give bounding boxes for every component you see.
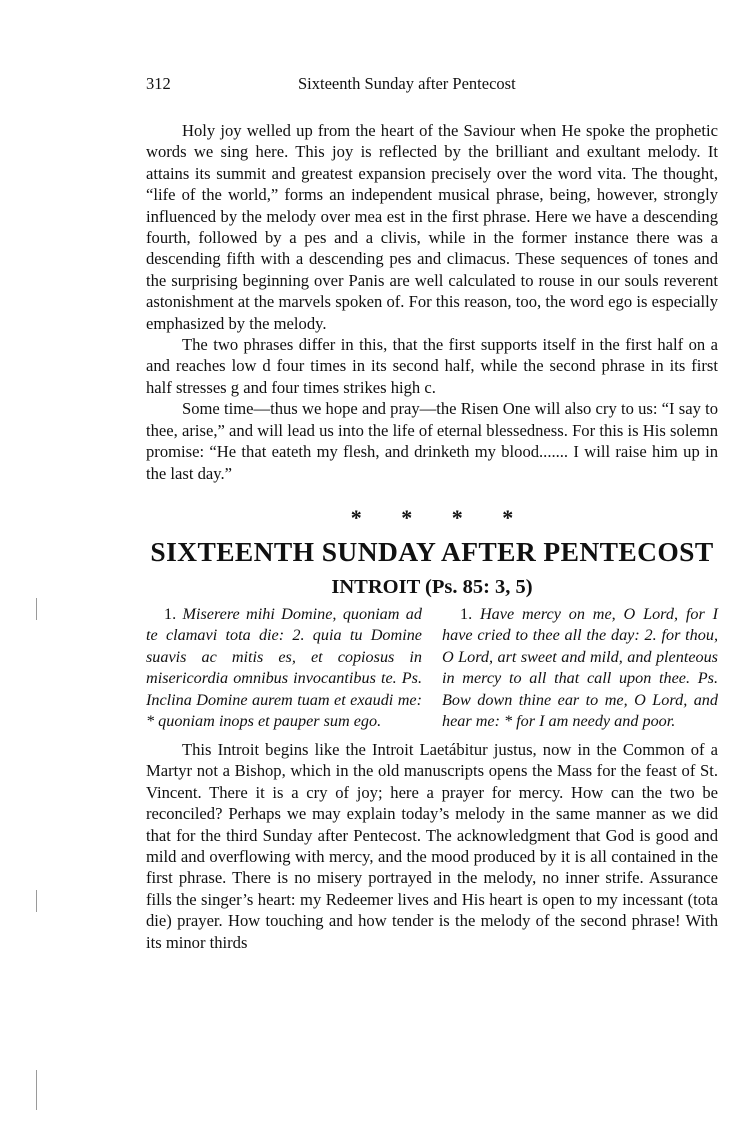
commentary-bottom xyxy=(146,739,718,953)
introit-heading: INTROIT (Ps. 85: 3, 5) xyxy=(331,576,533,598)
commentary-top xyxy=(146,120,718,484)
section-separator: * * * * xyxy=(350,505,514,530)
scan-mark xyxy=(36,1070,37,1110)
scan-mark xyxy=(36,598,37,620)
verse-number: 1. xyxy=(460,605,473,623)
paragraph: Some time—thus we hope and pray—the Risen One will also cry to us: “I say to thee, arise,” and will lead us into the life of eternal blessedness. For this is His solemn promise: “He that eateth my flesh, and drinketh my blood....... I will raise him up in the last day.” xyxy=(146,399,718,483)
latin-paragraph xyxy=(146,604,422,732)
paragraph: This Introit begins like the Introit Laetábitur justus, now in the Common of a Martyr not a Bishop, which in the old manuscripts opens the Mass for the feast of St. Vincent. There it is a cry of joy; here a prayer for mercy. How can the two be reconciled? Perhaps we may explain today’s melody in the same manner as we did that for the third Sunday after Pentecost. The acknowledgment that God is good and mild and overflowing with mercy, and the mood produced by it is all contained in the first phrase. There is no misery portrayed in the melody, no inner strife. Assurance fills the singer’s heart: my Redeemer lives and His heart is open to my incessant (tota die) prayer. How touching and how tender is the melody of the second phrase! With its minor thirds xyxy=(146,740,718,952)
verse-number: 1. xyxy=(164,605,177,623)
section-title: SIXTEENTH SUNDAY AFTER PENTECOST xyxy=(150,536,714,567)
scan-mark xyxy=(36,890,37,912)
english-text: Have mercy on me, O Lord, for I have cried to thee all the day: 2. for thou, O Lord, art sweet and mild, and plenteous in mercy to all that call upon thee. Ps. Bow down thine ear to me, O Lord, and hear me: * for I am needy and poor. xyxy=(442,605,718,731)
paragraph: The two phrases differ in this, that the first supports itself in the first half on a and reaches low d four times in its second half, while the second phrase in its first half stresses g and four times strikes high c. xyxy=(146,335,718,397)
latin-text-column xyxy=(146,604,422,732)
paragraph: Holy joy welled up from the heart of the Saviour when He spoke the prophetic words we sing here. This joy is reflected by the brilliant and exultant melody. It attains its summit and greatest expansion precisely over the word vita. The thought, “life of the world,” forms an independent musical phrase, being, however, strongly influenced by the melody over mea est in the first phrase. Here we have a descending fourth, followed by a pes and a clivis, while in the former instance there was a descending fifth with a descending pes and climacus. These sequences of tones and the surprising beginning over Panis are well calculated to rouse in our souls reverent astonishment at the marvels spoken of. For this reason, too, the word ego is especially emphasized by the melody. xyxy=(146,121,718,333)
running-title: Sixteenth Sunday after Pentecost xyxy=(298,74,516,93)
english-paragraph xyxy=(442,604,718,732)
english-text-column xyxy=(442,604,718,732)
page-number: 312 xyxy=(146,74,171,93)
latin-text: Miserere mihi Domine, quoniam ad te clamavi tota die: 2. quia tu Domine suavis ac mitis es, et copiosus in misericordia omnibus invocantibus te. Ps. Inclina Domine aurem tuam et exaudi me: * quoniam inops et pauper sum ego. xyxy=(146,605,422,731)
